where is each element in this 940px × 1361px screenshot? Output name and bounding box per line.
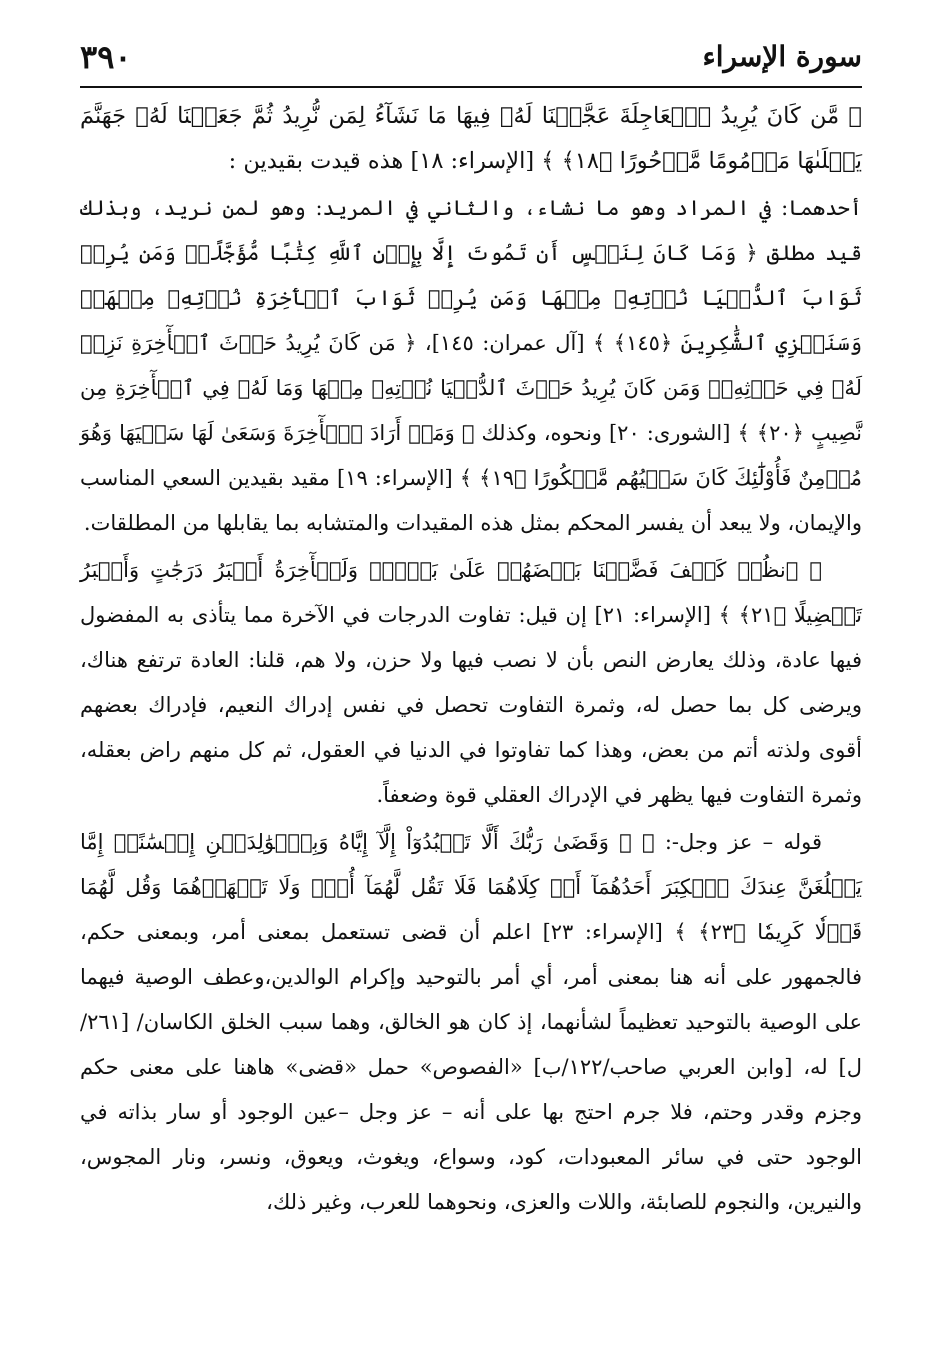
- page-number: ٣٩٠: [80, 38, 132, 76]
- page-body: [80, 94, 862, 1225]
- book-page: [80, 30, 862, 1330]
- paragraph-verse-isra-18: ﴿ مَّن كَانَ يُرِيدُ ٱلۡعَاجِلَةَ عَجَّلۡنَا لَهُۥ فِيهَا مَا نَشَآءُ لِمَن نُّرِيدُ ثُمَّ جَعَلۡنَا لَهُۥ جَهَنَّمَ يَصۡلَىٰهَا مَذۡمُومًا مَّدۡحُورًا ﴿١٨﴾ ﴾ [الإسراء: ١٨] هذه قيدت بقيدين :: [80, 103, 862, 174]
- paragraph-two-restrictions: أحدهما: في المراد وهو ما نشاء، والثاني في المريد: وهو لمن نريد، وبذلك قيد مطلق ﴿ وَمَا كَانَ لِنَفۡسٍ أَن تَمُوتَ إِلَّا بِإِذۡنِ ٱللَّهِ كِتَٰبًا مُّؤَجَّلًاۗ وَمَن يُرِدۡ ثَوَابَ ٱلدُّنۡيَا نُؤۡتِهِۦ مِنۡهَا وَمَن يُرِدۡ ثَوَابَ ٱلۡأٓخِرَةِ نُؤۡتِهِۦ مِنۡهَاۚ وَسَنَجۡزِي ٱلشَّٰكِرِينَ ﴿١٤٥﴾ ﴾ [آل عمران: ١٤٥]، ﴿ مَن كَانَ يُرِيدُ حَرۡثَ ٱلۡأٓخِرَةِ نَزِدۡ لَهُۥ فِي حَرۡثِهِۦۖ وَمَن كَانَ يُرِيدُ حَرۡثَ ٱلدُّنۡيَا نُؤۡتِهِۦ مِنۡهَا وَمَا لَهُۥ فِي ٱلۡأٓخِرَةِ مِن نَّصِيبٍ ﴿٢٠﴾ ﴾ [الشورى: ٢٠] ونحوه، وكذلك ﴿ وَمَنۡ أَرَادَ ٱلۡأٓخِرَةَ وَسَعَىٰ لَهَا سَعۡيَهَا وَهُوَ مُؤۡمِنٌ فَأُوْلَٰٓئِكَ كَانَ سَعۡيُهُم مَّشۡكُورًا ﴿١٩﴾ ﴾ [الإسراء: ١٩] مقيد بقيدين السعي المناسب والإيمان، ولا يبعد أن يفسر المحكم بمثل هذه المقيدات والمتشابه بما يقابلها من المطلقات.: [80, 196, 863, 535]
- paragraph-verse-isra-21: ﴿ ٱنظُرۡ كَيۡفَ فَضَّلۡنَا بَعۡضَهُمۡ عَلَىٰ بَعۡضٍۚ وَلَلۡأٓخِرَةُ أَكۡبَرُ دَرَجَٰتٍ وَأَكۡبَرُ تَفۡضِيلًا ﴿٢١﴾ ﴾ [الإسراء: ٢١] إن قيل: تفاوت الدرجات في الآخرة مما يتأذى به المفضول فيها عادة، وذلك يعارض النص بأن لا نصب فيها ولا حزن، ولا هم، قلنا: العادة ترتفع هناك، ويرضى كل بما حصل له، وثمرة التفاوت تحصل في نفس إدراك النعيم، فإدراك بعضهم أقوى ولذته أتم من بعض، وهذا كما تفاوتوا في الدنيا في العقول، ثم كل منهم راض بعقله، وثمرة التفاوت فيها يظهر في الإدراك العقلي قوة وضعفاً.: [80, 558, 863, 807]
- paragraph-verse-isra-23: قوله – عز وجل-: ﴿ ۞ وَقَضَىٰ رَبُّكَ أَلَّا تَعۡبُدُوٓاْ إِلَّآ إِيَّاهُ وَبِٱلۡوَٰلِدَيۡنِ إِحۡسَٰنًاۚ إِمَّا يَبۡلُغَنَّ عِندَكَ ٱلۡكِبَرَ أَحَدُهُمَآ أَوۡ كِلَاهُمَا فَلَا تَقُل لَّهُمَآ أُفّٖ وَلَا تَنۡهَرۡهُمَا وَقُل لَّهُمَا قَوۡلٗا كَرِيمٗا ﴿٢٣﴾ ﴾ [الإسراء: ٢٣] اعلم أن قضى تستعمل بمعنى أمر، وبمعنى حكم، فالجمهور على أنه هنا بمعنى أمر، أي أمر بالتوحيد وإكرام الوالدين،وعطف الوصية فيهما على الوصية بالتوحيد تعظيماً لشأنهما، إذ كان هو الخالق، وهما سبب الخلق الكاسان/ [٢٦١/ل] له، [وابن العربي صاحب/١٢٢/ب] «الفصوص» حمل «قضى» هاهنا على معنى حكم وجزم وقدر وحتم، فلا جرم احتج بها على أنه – عز وجل –عين الوجود أو سار بذاته في الوجود حتى في سائر المعبودات، كود، وسواع، ويغوث، ويعوق، ونسر، ونار المجوس، والنيرين، والنجوم للصابئة، واللات والعزى، ونحوهما للعرب، وغير ذلك،: [80, 830, 863, 1214]
- page-header: [80, 30, 862, 88]
- surah-title: سورة الإسراء: [702, 40, 862, 73]
